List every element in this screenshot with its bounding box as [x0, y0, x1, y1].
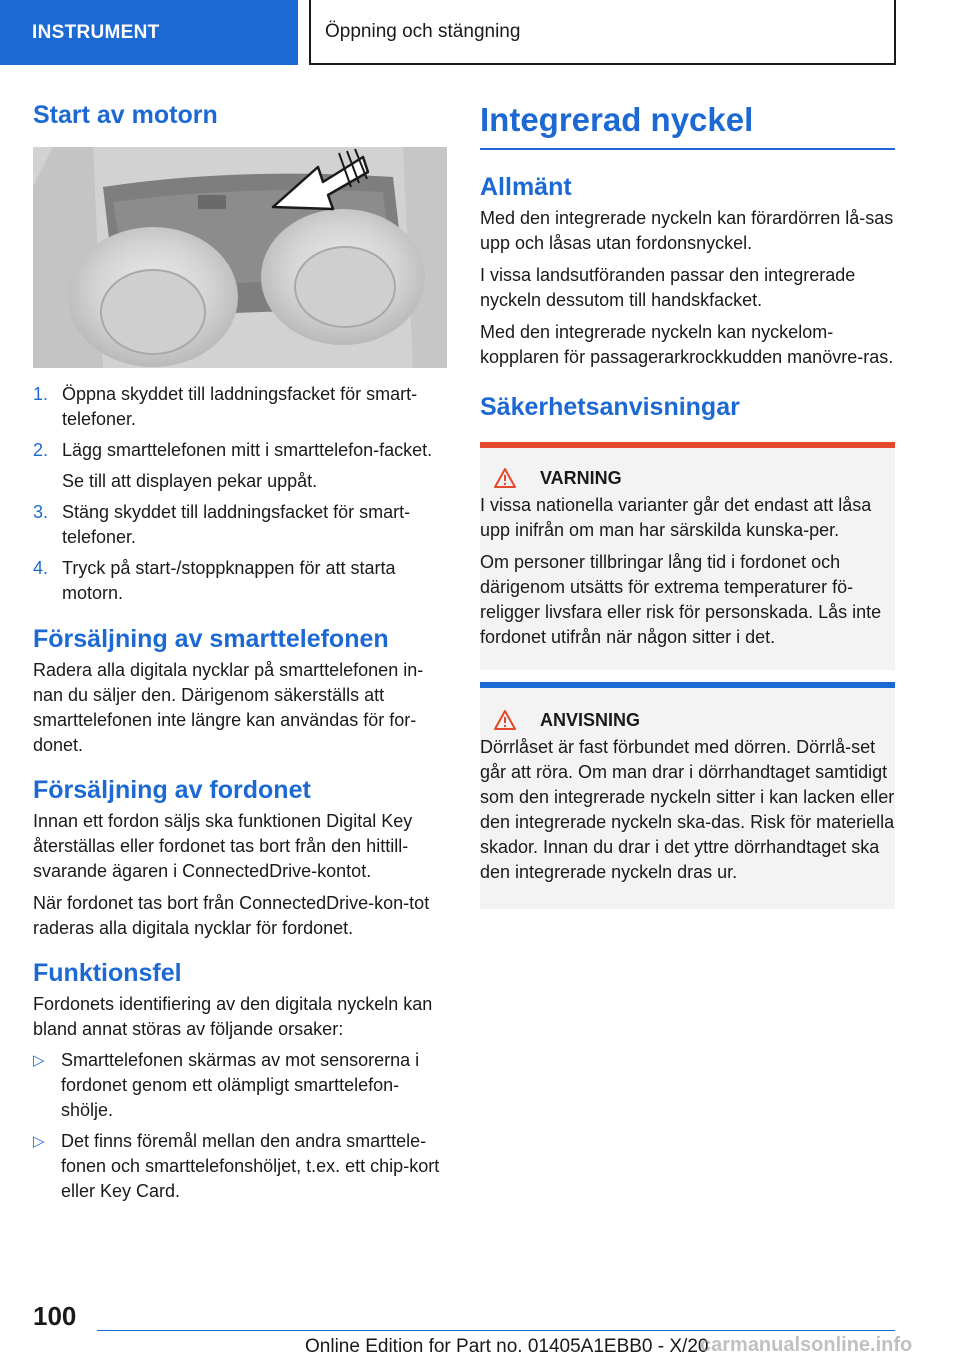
step-number: 3.	[33, 502, 49, 522]
notice-box-body	[480, 688, 895, 909]
edition-text: Online Edition for Part no. 01405A1EBB0 - X/20	[305, 1336, 709, 1357]
step-text: Tryck på start-/stoppknappen för att starta motorn.	[62, 558, 396, 603]
step-number: 1.	[33, 384, 49, 404]
section-label: INSTRUMENT	[32, 21, 160, 43]
list-item	[33, 382, 447, 432]
malfunction-text: Fordonets identifiering av den digitala nyckeln kan bland annat störas av följande orsaker:	[33, 994, 433, 1039]
heading-rule	[480, 148, 895, 150]
watermark: carmanualsonline.info	[700, 1334, 913, 1356]
footer-rule	[97, 1330, 895, 1331]
chapter-label: Öppning och stängning	[325, 20, 521, 42]
step-subtext: Se till att displayen pekar uppåt.	[62, 471, 318, 491]
sale-vehicle-text-2: När fordonet tas bort från ConnectedDrive-kon-tot raderas alla digitala nycklar för fordonet.	[33, 893, 430, 938]
chapter-header	[311, 0, 896, 65]
step-number: 4.	[33, 558, 49, 578]
general-text-2: I vissa landsutföranden passar den integrerade nyckeln dessutom till handskfacket.	[480, 264, 856, 310]
safety-heading: Säkerhetsanvisningar	[480, 392, 740, 421]
list-item	[33, 1129, 447, 1204]
left-column	[33, 100, 447, 1210]
list-item	[33, 438, 447, 494]
right-column	[480, 100, 895, 909]
notice-label: ANVISNING	[540, 709, 641, 730]
malfunction-heading: Funktionsfel	[33, 959, 182, 987]
notice-title	[480, 710, 895, 731]
malfunction-causes	[33, 1048, 447, 1204]
general-text-3: Med den integrerade nyckeln kan nyckelom-kopplaren för passagerarkrockkudden manövre-ras.	[480, 321, 894, 367]
sale-vehicle-heading: Försäljning av fordonet	[33, 776, 311, 804]
list-item	[33, 556, 447, 606]
notice-text: Dörrlåset är fast förbundet med dörren. Dörrlå-set går att röra. Om man drar i dörrhandtaget samtidigt som den integrerade nyckeln sitter i kan lacken eller den integrerade nyckeln ska-das. Risk för materiella skador. Innan du drar i det yttre dörrhandtaget ska den integrerade nyckeln dras ur.	[480, 736, 895, 882]
step-text: Lägg smarttelefonen mitt i smarttelefon-facket.	[62, 440, 433, 460]
sale-phone-text: Radera alla digitala nycklar på smarttelefonen in-nan du säljer den. Därigenom säkerställs att smarttelefonen inte längre kan användas för for-donet.	[33, 660, 424, 755]
warning-label: VARNING	[540, 467, 622, 488]
step-text: Stäng skyddet till laddningsfacket för smart-telefoner.	[62, 502, 411, 547]
warning-text-2: Om personer tillbringar lång tid i fordonet och därigenom utsätts för extrema temperaturer fö-religger livsfara eller risk för personskada. Lås inte fordonet utifrån när någon sitter i det.	[480, 551, 882, 647]
cause-text: Det finns föremål mellan den andra smarttele-fonen och smarttelefonshöljet, t.ex. ett chip-kort eller Key Card.	[61, 1131, 440, 1201]
triangle-bullet-icon: ▷	[33, 1133, 45, 1150]
general-text-1: Med den integrerade nyckeln kan förardörren lå-sas upp och låsas utan fordonsnyckel.	[480, 207, 894, 253]
sale-phone-heading: Försäljning av smarttelefonen	[33, 625, 389, 653]
list-item	[33, 500, 447, 550]
section-tab	[0, 0, 298, 65]
phone-tray-illustration	[33, 147, 447, 368]
triangle-bullet-icon: ▷	[33, 1052, 45, 1069]
sale-vehicle-text-1: Innan ett fordon säljs ska funktionen Digital Key återställas eller fordonet tas bort från den hittill-svarande ägaren i ConnectedDrive-kontot.	[33, 811, 413, 881]
general-heading: Allmänt	[480, 172, 572, 201]
phone-tray-photo	[33, 147, 447, 368]
warning-box	[480, 442, 895, 670]
start-steps	[33, 382, 447, 606]
warning-box-body	[480, 448, 895, 670]
step-text: Öppna skyddet till laddningsfacket för smart-telefoner.	[62, 384, 418, 429]
page-number: 100	[33, 1301, 77, 1331]
list-item	[33, 1048, 447, 1123]
warning-triangle-icon	[494, 468, 516, 488]
warning-text-1: I vissa nationella varianter går det endast att låsa upp inifrån om man har särskilda kunska-per.	[480, 494, 872, 540]
start-engine-heading: Start av motorn	[33, 101, 218, 129]
cause-text: Smarttelefonen skärmas av mot sensorerna i fordonet genom ett olämpligt smarttelefon-shölje.	[61, 1050, 420, 1120]
step-number: 2.	[33, 440, 49, 460]
notice-triangle-icon	[494, 710, 516, 730]
integrated-key-heading: Integrerad nyckel	[480, 101, 754, 138]
warning-title	[480, 468, 895, 489]
notice-box	[480, 682, 895, 909]
